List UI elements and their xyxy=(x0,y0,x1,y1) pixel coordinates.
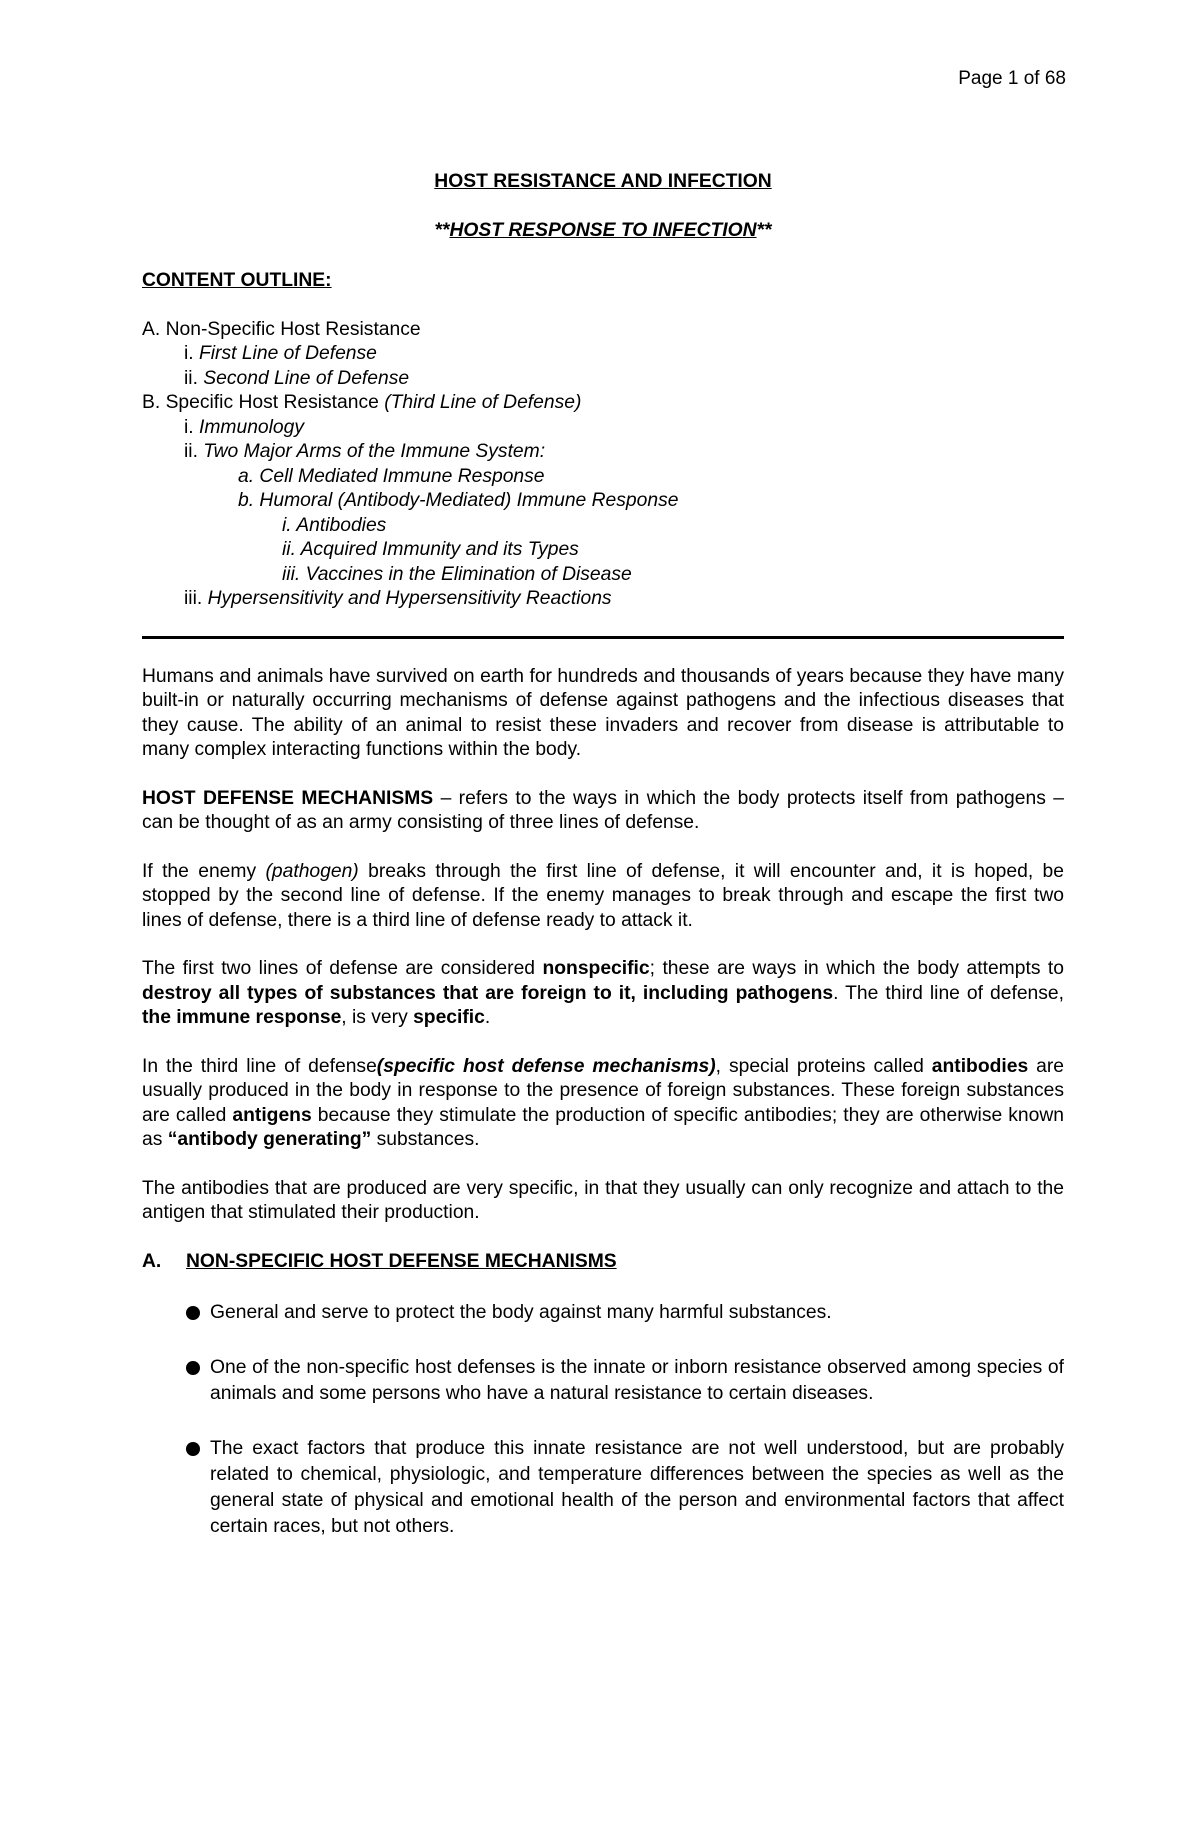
section-a-bullets xyxy=(142,1300,1064,1540)
outline-text: Second Line of Defense xyxy=(203,367,410,389)
paragraph-lines-of-defense xyxy=(142,957,1064,1031)
outline-item-b-i xyxy=(142,416,1064,441)
outline-item-b-ii xyxy=(142,440,1064,465)
list-item xyxy=(142,1436,1064,1540)
bullet-icon xyxy=(186,1306,200,1320)
outline-item-b xyxy=(142,391,1064,416)
outline-num: ii. xyxy=(184,367,204,389)
paragraph-text: ; these are ways in which the body attempts to xyxy=(649,958,1064,979)
outline-item-b-ii-b-ii: ii. Acquired Immunity and its Types xyxy=(282,539,579,560)
outline-text-italic: (Third Line of Defense) xyxy=(384,392,582,413)
paragraph-text: If the enemy xyxy=(142,860,266,882)
outline-item-b-iii xyxy=(142,587,1064,612)
outline-item-b-ii-a: a. Cell Mediated Immune Response xyxy=(238,465,545,487)
paragraph-intro: Humans and animals have survived on earth for hundreds and thousands of years because they have many built-in or naturally occurring mechanisms of defense against pathogens and the infectious diseases that they cause. The ability of an animal to resist these invaders and recover from disease is attributable to many complex interacting functions within the body. xyxy=(142,665,1064,760)
list-item xyxy=(142,1300,1064,1326)
outline-text: Hypersensitivity and Hypersensitivity Reactions xyxy=(207,588,612,609)
outline-item-b-ii-b-iii: iii. Vaccines in the Elimination of Disease xyxy=(282,563,632,585)
paragraph-antibodies xyxy=(142,1055,1064,1153)
section-divider xyxy=(142,636,1064,639)
term-specific: specific xyxy=(413,1007,485,1028)
term-antibody-generating: “antibody generating” xyxy=(167,1129,372,1150)
outline-text: B. Specific Host Resistance xyxy=(142,392,385,413)
outline-item-a: A. Non-Specific Host Resistance xyxy=(142,318,421,340)
paragraph-enemy xyxy=(142,860,1064,934)
subtitle-prefix: ** xyxy=(434,219,450,241)
list-item xyxy=(142,1355,1064,1407)
document-title: HOST RESISTANCE AND INFECTION xyxy=(434,171,772,192)
page-content xyxy=(142,170,1064,1569)
paragraph-text: . The third line of defense, xyxy=(833,982,1064,1004)
outline-text: Immunology xyxy=(199,416,305,438)
term-antigens: antigens xyxy=(232,1104,312,1126)
paragraph-text: . xyxy=(484,1007,491,1028)
term-specific-host-defense: (specific host defense mechanisms) xyxy=(376,1055,716,1077)
outline-text: First Line of Defense xyxy=(199,343,377,364)
document-subtitle xyxy=(142,219,1064,244)
outline-item-b-ii-b: b. Humoral (Antibody-Mediated) Immune Response xyxy=(238,490,679,511)
paragraph-text: , is very xyxy=(341,1007,414,1028)
outline-heading: CONTENT OUTLINE: xyxy=(142,270,332,291)
content-outline xyxy=(142,318,1064,612)
bullet-text: One of the non-specific host defenses is the innate or inborn resistance observed among species of animals and some persons who have a natural resistance to certain diseases. xyxy=(210,1357,1064,1404)
paragraph-text: The first two lines of defense are considered xyxy=(142,958,543,979)
section-letter: A. xyxy=(142,1250,162,1272)
paragraph-host-defense xyxy=(142,787,1064,836)
outline-item-a-ii xyxy=(142,367,1064,392)
outline-text: Two Major Arms of the Immune System: xyxy=(203,441,546,462)
bullet-icon xyxy=(186,1361,200,1375)
page-number: Page 1 of 68 xyxy=(958,68,1066,89)
outline-num: i. xyxy=(184,343,199,364)
outline-num: ii. xyxy=(184,441,204,462)
outline-item-b-ii-b-i: i. Antibodies xyxy=(282,514,387,536)
bullet-text: The exact factors that produce this innate resistance are not well understood, but are probably related to chemical, physiologic, and temperature differences between the species as well as the general state of physical and emotional health of the person and environmental factors that affect certain races, but not others. xyxy=(210,1438,1064,1537)
bullet-text: General and serve to protect the body against many harmful substances. xyxy=(210,1302,832,1323)
term-destroy: destroy all types of substances that are foreign to it, including pathogens xyxy=(142,982,834,1004)
term-host-defense: HOST DEFENSE MECHANISMS xyxy=(142,787,434,809)
section-a-heading xyxy=(142,1250,1064,1275)
bullet-icon xyxy=(186,1442,200,1456)
subtitle-text: HOST RESPONSE TO INFECTION xyxy=(449,219,757,241)
paragraph-text: because they stimulate the production of specific antibodies; they are otherwise known as xyxy=(142,1104,1065,1150)
paragraph-text: In the third line of defense xyxy=(142,1055,377,1077)
paragraph-specificity: The antibodies that are produced are very specific, in that they usually can only recognize and attach to the antigen that stimulated their production. xyxy=(142,1177,1064,1223)
term-immune-response: the immune response xyxy=(142,1007,342,1028)
outline-num: i. xyxy=(184,416,199,438)
subtitle-suffix: ** xyxy=(756,219,772,241)
paragraph-text: , special proteins called xyxy=(715,1055,932,1077)
paragraph-text: – refers to the ways in which the body protects itself from pathogens – can be thought of as an army consisting of three lines of defense. xyxy=(142,787,1064,833)
outline-num: iii. xyxy=(184,588,208,609)
outline-item-a-i xyxy=(142,342,1064,367)
paragraph-text: are usually produced in the body in response to the presence of foreign substances. These foreign substances are called xyxy=(142,1055,1064,1126)
term-nonspecific: nonspecific xyxy=(542,958,650,979)
paragraph-italic: (pathogen) xyxy=(265,860,359,882)
paragraph-text: substances. xyxy=(371,1129,480,1150)
term-antibodies: antibodies xyxy=(931,1055,1029,1077)
paragraph-text: breaks through the first line of defense, it will encounter and, it is hoped, be stopped by the second line of defense. If the enemy manages to break through and escape the first two lines of defense, there is a third line of defense ready to attack it. xyxy=(142,860,1064,931)
section-title: NON-SPECIFIC HOST DEFENSE MECHANISMS xyxy=(186,1250,617,1272)
